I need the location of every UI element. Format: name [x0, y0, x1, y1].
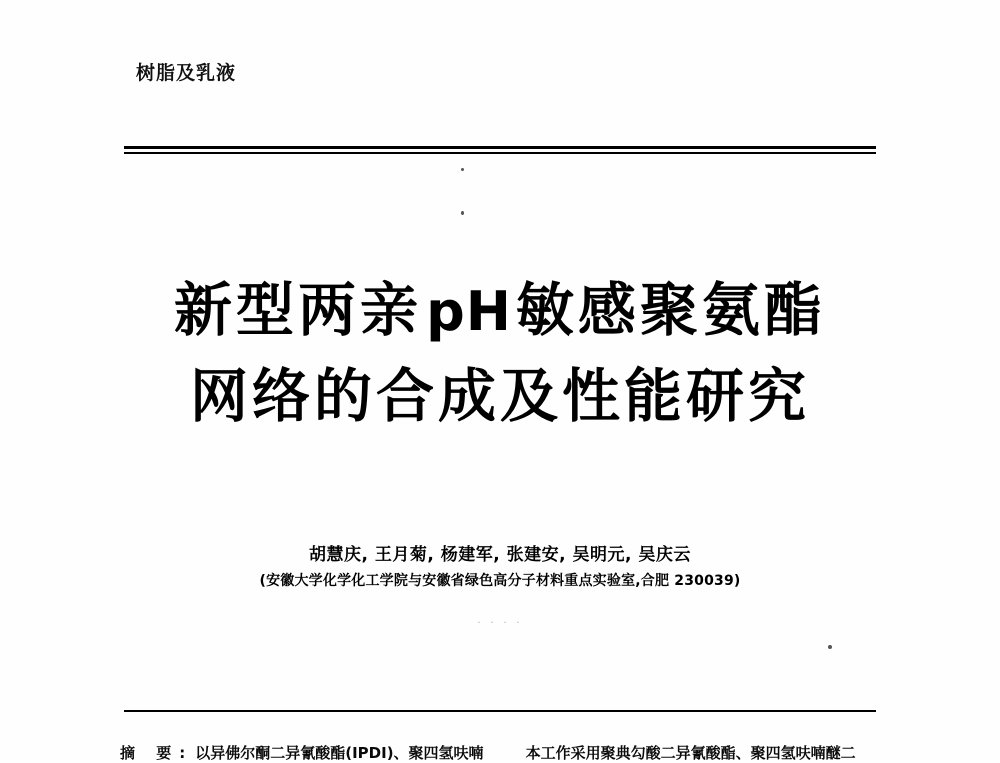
scan-speckle — [828, 645, 832, 649]
scan-speckle — [461, 211, 464, 215]
header-rule-thin — [124, 152, 876, 154]
scan-speckle — [461, 168, 464, 171]
title-line-2-pre: 网络的合成及性能研究 — [189, 361, 810, 430]
title-line-1-latin: pH — [426, 280, 512, 343]
abstract-column-left: 以异佛尔酮二异氰酸酯(IPDI)、聚四氢呋喃 — [195, 744, 484, 762]
abstract-label: 摘 要: — [120, 744, 194, 762]
running-head: 树脂及乳液 — [136, 62, 237, 84]
author-list: 胡慧庆, 王月菊, 杨建军, 张建安, 吴明元, 吴庆云 — [309, 545, 691, 565]
footer-rule — [124, 710, 876, 712]
faint-scan-marks: · · · · — [477, 616, 523, 629]
page-title — [0, 268, 1000, 440]
header-rule-thick — [124, 146, 876, 149]
title-line-1 — [0, 268, 1000, 354]
affiliation: (安徽大学化学化工学院与安徽省绿色高分子材料重点实验室,合肥 230039) — [259, 573, 741, 589]
title-line-2 — [0, 354, 1000, 440]
title-line-1-pre: 新型两亲 — [174, 276, 423, 344]
title-line-1-post: 敏感聚氨酯 — [515, 276, 826, 344]
abstract-column-right: 本工作采用聚典勾酸二异氰酸酯、聚四氢呋喃醚二 — [525, 744, 856, 762]
